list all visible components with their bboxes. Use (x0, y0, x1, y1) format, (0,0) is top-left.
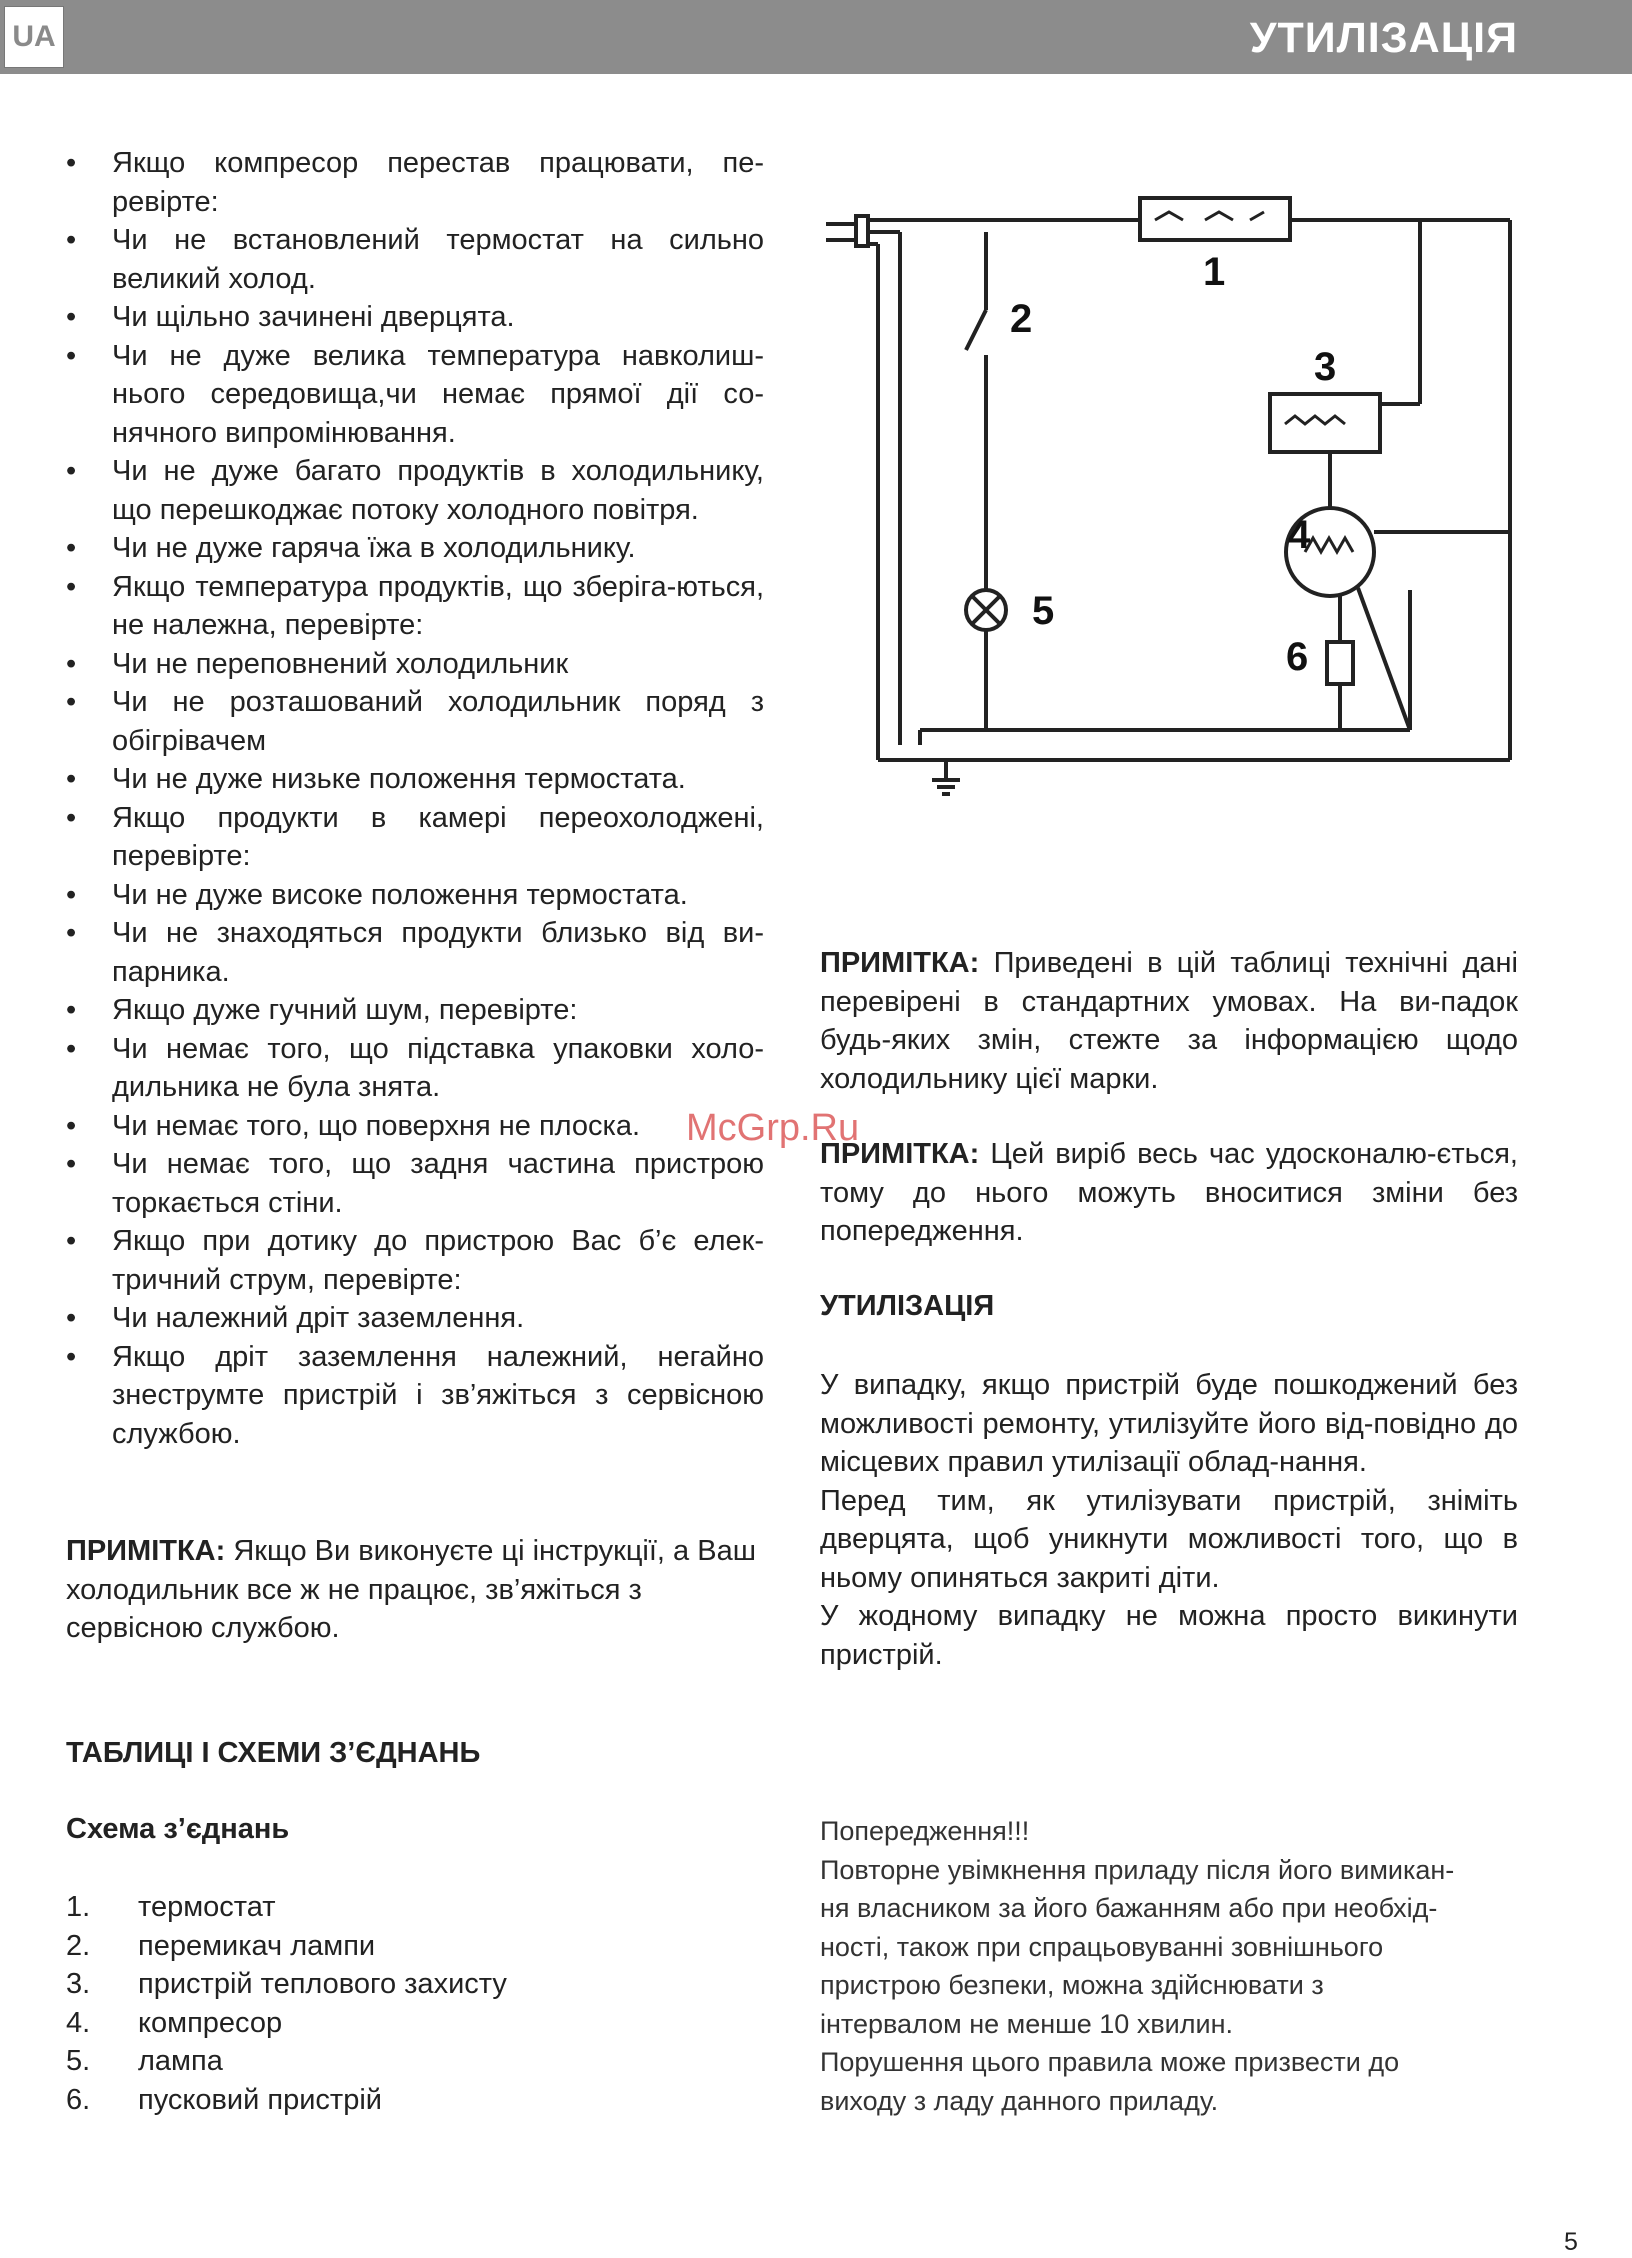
bullet-item: • Чи не дуже велика температура навколиш-нього середовища,чи немає прямої дії со-нячного випромінювання. (66, 337, 764, 453)
bullet-item: • Якщо продукти в камері переохолоджені, перевірте: (66, 799, 764, 876)
legend-item (66, 2081, 507, 2120)
diagram-label-3: 3 (1314, 345, 1337, 389)
warning-block (820, 1812, 1520, 2120)
legend-item (66, 1927, 507, 1966)
warning-line: ня власником за його бажанням або при необхід- (820, 1893, 1438, 1923)
warning-line: Попередження!!! (820, 1816, 1030, 1846)
header-title: УТИЛІЗАЦІЯ (1249, 14, 1518, 62)
note-right-1 (820, 944, 1518, 1098)
bullet-item: • Чи належний дріт заземлення. (66, 1299, 764, 1338)
bullet-item: • Чи немає того, що поверхня не плоска. (66, 1107, 764, 1146)
diagram-label-2: 2 (1010, 297, 1033, 341)
note-right-1-text: Приведені в цій таблиці технічні дані перевірені в стандартних умовах. На ви-падок будь-яких змін, стежте за інформацією щодо холодильнику цієї марки. (820, 947, 1518, 1095)
legend-text: перемикач лампи (138, 1929, 376, 1962)
warning-line: Порушення цього правила може призвести до (820, 2047, 1400, 2077)
note-left-text: Якщо Ви виконуєте ці інструкції, а Ваш холодильник все ж не працює, зв’яжіться з сервісною службою. (66, 1535, 756, 1644)
legend-number: 4. (66, 2006, 91, 2039)
scheme-legend (66, 1888, 507, 2119)
legend-item (66, 2042, 507, 2081)
note-left (66, 1532, 766, 1648)
bullet-item: • Чи не дуже низьке положення термостата. (66, 760, 764, 799)
legend-text: компресор (138, 2006, 283, 2039)
legend-item (66, 1888, 507, 1927)
bullet-item: • Чи щільно зачинені дверцята. (66, 298, 764, 337)
bullet-item: • Чи не дуже високе положення термостата. (66, 876, 764, 915)
diagram-label-6: 6 (1286, 635, 1309, 679)
warning-line: виходу з ладу данного приладу. (820, 2085, 1219, 2116)
legend-text: лампа (138, 2045, 223, 2077)
legend-number: 3. (66, 1968, 91, 2000)
legend-text: термостат (138, 1891, 276, 1923)
disposal-paragraph: У жодному випадку не можна просто викинути пристрій. (820, 1600, 1518, 1671)
bullet-item: • Чи не встановлений термостат на сильно великий холод. (66, 221, 764, 298)
bullet-item: • Чи не знаходяться продукти близько від ви-парника. (66, 914, 764, 991)
diagram-label-1: 1 (1203, 250, 1226, 294)
note-right-2-label: ПРИМІТКА: (820, 1138, 980, 1170)
note-right-2-text: Цей виріб весь час удосконалю-ється, тому до нього можуть вноситися зміни без попередження. (820, 1138, 1518, 1247)
legend-number: 6. (66, 2083, 91, 2116)
diagram-label-4: 4 (1288, 513, 1311, 557)
bullet-item: • Чи не дуже багато продуктів в холодильнику, що перешкоджає потоку холодного повітря. (66, 452, 764, 529)
legend-item (66, 1965, 507, 2004)
legend-text: пусковий пристрій (138, 2083, 382, 2116)
page-header (0, 0, 1632, 74)
disposal-paragraph: Перед тим, як утилізувати пристрій, зніміть дверцята, щоб уникнути можливості того, що в ньому опиняться закриті діти. (820, 1484, 1518, 1594)
bullet-item: • Чи не переповнений холодильник (66, 645, 764, 684)
note-right-1-label: ПРИМІТКА: (820, 947, 980, 979)
tables-heading: ТАБЛИЦІ І СХЕМИ З’ЄДНАНЬ (66, 1737, 481, 1769)
legend-item (66, 2004, 507, 2043)
bullet-item: • Якщо дуже гучний шум, перевірте: (66, 991, 764, 1030)
disposal-heading: УТИЛІЗАЦІЯ (820, 1290, 995, 1322)
bullet-item: • Якщо температура продуктів, що зберіга-ються, не належна, перевірте: (66, 568, 764, 645)
wiring-diagram (810, 180, 1530, 820)
diagram-label-5: 5 (1032, 589, 1055, 633)
bullet-item: • Якщо при дотику до пристрою Вас б’є елек-тричний струм, перевірте: (66, 1222, 764, 1299)
bullet-item: • Якщо компресор перестав працювати, пе-ревірте: (66, 144, 764, 221)
language-badge: UA (4, 6, 64, 68)
scheme-heading: Схема з’єднань (66, 1813, 290, 1845)
bullet-item: • Чи немає того, що задня частина пристрою торкається стіни. (66, 1145, 764, 1222)
legend-number: 5. (66, 2045, 91, 2077)
warning-line: Повторне увімкнення приладу після його вимикан- (820, 1854, 1455, 1885)
bullet-item: • Чи не дуже гаряча їжа в холодильнику. (66, 529, 764, 568)
troubleshooting-list (66, 144, 764, 1453)
warning-line: ності, також при спрацьовуванні зовнішнього (820, 1931, 1384, 1962)
legend-number: 2. (66, 1929, 91, 1962)
bullet-item: • Чи немає того, що підставка упаковки холо-дильника не була знята. (66, 1030, 764, 1107)
note-left-label: ПРИМІТКА: (66, 1535, 226, 1567)
bullet-item: • Чи не розташований холодильник поряд з обігрівачем (66, 683, 764, 760)
page-number: 5 (1564, 2228, 1578, 2256)
warning-line: пристрою безпеки, можна здійснювати з (820, 1970, 1324, 2000)
watermark: McGrp.Ru (686, 1107, 860, 1149)
warning-line: інтервалом не менше 10 хвилин. (820, 2008, 1234, 2039)
legend-number: 1. (66, 1891, 91, 1923)
legend-text: пристрій теплового захисту (138, 1968, 507, 2000)
bullet-item: • Якщо дріт заземлення належний, негайно знеструмте пристрій і зв’яжіться з сервісною службою. (66, 1338, 764, 1454)
note-right-2 (820, 1135, 1518, 1251)
disposal-paragraph: У випадку, якщо пристрій буде пошкоджений без можливості ремонту, утилізуйте його від-повідно до місцевих правил утилізації облад-нання. (820, 1369, 1518, 1478)
disposal-text (820, 1366, 1518, 1674)
